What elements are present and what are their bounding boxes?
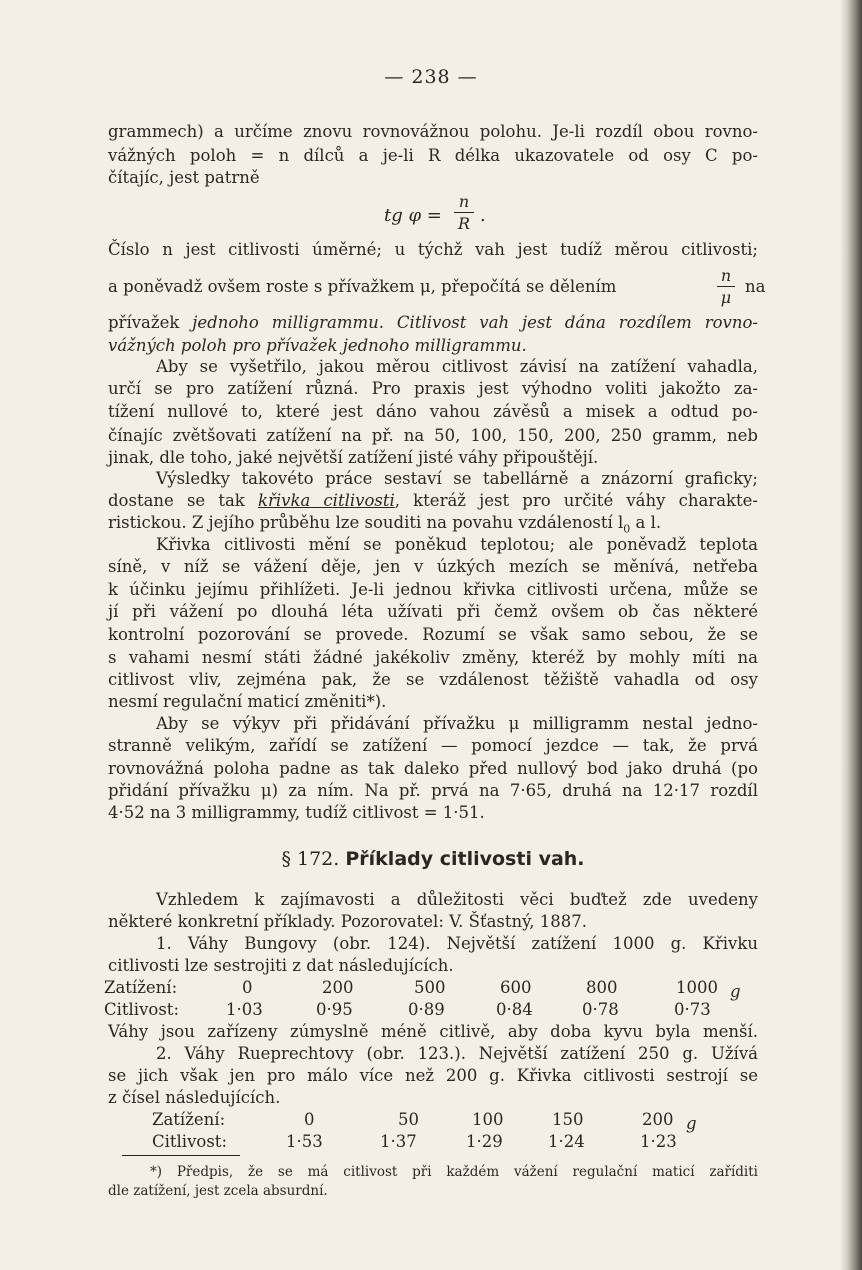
table-cell: 0·89 xyxy=(408,1000,445,1019)
table-cell: 1000 xyxy=(676,978,718,997)
row-label-load: Zatížení: xyxy=(104,978,178,997)
table-cell: 0·73 xyxy=(674,1000,711,1019)
table-cell: 0·95 xyxy=(316,1000,353,1019)
text-line xyxy=(108,491,758,511)
text-line: 2. Váhy Rueprechtovy (obr. 123.). Největší zatížení 250 g. Užívá xyxy=(156,1044,758,1063)
text-line: vážných poloh = n dílců a je-li R délka ukazovatele od osy C po- xyxy=(108,146,758,165)
text-plain: přívažek xyxy=(108,313,193,332)
text-line: jinak, dle toho, jaké největší zatížení jisté váhy připouštějí. xyxy=(108,448,599,467)
text-line: 4·52 na 3 milligrammy, tudíž citlivost = 1·51. xyxy=(108,803,485,822)
text-line: z čísel následujících. xyxy=(108,1088,281,1107)
table-cell: 1·53 xyxy=(286,1132,323,1151)
text-line: některé konkretní příklady. Pozorovatel: V. Šťastný, 1887. xyxy=(108,912,588,931)
table-cell: 200 xyxy=(642,1110,674,1129)
page-edge-shadow xyxy=(840,0,862,1270)
text-line: 1. Váhy Bungovy (obr. 124). Největší zatížení 1000 g. Křivku xyxy=(156,934,758,953)
table-cell: 1·03 xyxy=(226,1000,263,1019)
formula-denominator: R xyxy=(457,214,471,233)
text-line: jí při vážení po dlouhá léta užívati při čemž ovšem ob čas některé xyxy=(108,602,758,621)
table-cell: 0 xyxy=(304,1110,315,1129)
fraction-numerator: n xyxy=(720,266,732,285)
text-plain: , kteráž jest pro určité váhy charakte- xyxy=(394,491,759,510)
text-line: Vzhledem k zajímavosti a důležitosti věci buďtež zde uvedeny xyxy=(156,890,758,909)
subscript: 0 xyxy=(623,522,631,536)
text-line: Číslo n jest citlivosti úměrné; u týchž vah jest tudíž měrou citlivosti; xyxy=(108,240,758,259)
text-line: kontrolní pozorování se provede. Rozumí se však samo sebou, že se xyxy=(108,625,758,644)
table-cell: 0·84 xyxy=(496,1000,533,1019)
fraction-n-over-mu xyxy=(717,266,735,307)
text-line: na xyxy=(745,277,766,296)
text-line: Aby se výkyv při přidávání přívažku μ milligramm nestal jedno- xyxy=(156,714,758,733)
text-line: rovnovážná poloha padne as tak daleko před nullový bod jako druhá (po xyxy=(108,759,758,778)
table-cell: 50 xyxy=(398,1110,419,1129)
section-title: Příklady citlivosti vah. xyxy=(345,848,585,870)
text-line: stranně velikým, zařídí se zatížení — pomocí jezdce — tak, že prvá xyxy=(108,736,758,755)
text-line xyxy=(108,336,758,356)
text-line: se jich však jen pro málo více než 200 g. Křivka citlivosti sestrojí se xyxy=(108,1066,758,1085)
table-cell: 500 xyxy=(414,978,446,997)
text-line: přidání přívažku μ) za ním. Na př. prvá na 7·65, druhá na 12·17 rozdíl xyxy=(108,781,758,800)
text-line: s vahami nesmí státi žádné jakékoliv změny, kteréž by mohly míti na xyxy=(108,648,758,667)
section-heading xyxy=(108,848,758,870)
formula-lhs: tg φ = xyxy=(384,205,442,226)
text-line: tížení nullové to, které jest dáno vahou závěsů a misek a odtud po- xyxy=(108,402,758,421)
table-cell: 0·78 xyxy=(582,1000,619,1019)
text-line: Aby se vyšetřilo, jakou měrou citlivost závisí na zatížení vahadla, xyxy=(156,357,758,376)
fraction-denominator: μ xyxy=(720,288,732,307)
text-line: čínajíc zvětšovati zatížení na př. na 50, 100, 150, 200, 250 gramm, neb xyxy=(108,426,758,445)
text-emphasis: jednoho milligrammu. Citlivost vah jest dána rozdílem rovno- xyxy=(192,313,758,332)
row-label-load: Zatížení: xyxy=(152,1110,226,1129)
footnote-line: *) Předpis, že se má citlivost při každém vážení regulační maticí zaříditi xyxy=(150,1164,758,1180)
text-line: čítajíc, jest patrně xyxy=(108,168,260,187)
text-emphasis-underlined: křivka citlivosti xyxy=(257,491,395,510)
row-label-sensitivity: Citlivost: xyxy=(152,1132,227,1151)
text-line: určí se pro zatížení různá. Pro praxis jest výhodno voliti jakožto za- xyxy=(108,379,758,398)
text-plain: a l. xyxy=(630,513,662,532)
text-line: Výsledky takovéto práce sestaví se tabellárně a znázorní graficky; xyxy=(156,469,758,488)
table-cell: 200 xyxy=(322,978,354,997)
table-cell: 600 xyxy=(500,978,532,997)
unit-label: g xyxy=(730,982,741,1001)
text-plain: dostane se tak xyxy=(108,491,258,510)
text-line: k účinku jejímu přihlížeti. Je-li jednou křivka citlivosti určena, může se xyxy=(108,580,758,599)
text-line: grammech) a určíme znovu rovnovážnou polohu. Je-li rozdíl obou rovno- xyxy=(108,122,758,141)
formula-fraction xyxy=(454,192,474,233)
table-cell: 100 xyxy=(472,1110,504,1129)
footnote-line: dle zatížení, jest zcela absurdní. xyxy=(108,1183,328,1199)
table-cell: 1·23 xyxy=(640,1132,677,1151)
formula-numerator: n xyxy=(458,192,470,211)
text-line: a poněvadž ovšem roste s přívažkem μ, přepočítá se dělením xyxy=(108,277,617,296)
table-cell: 150 xyxy=(552,1110,584,1129)
text-plain: ristickou. Z jejího průběhu lze souditi na povahu vzdáleností l xyxy=(108,513,624,532)
text-line xyxy=(108,313,758,333)
text-line: Váhy jsou zařízeny zúmyslně méně citlivě, aby doba kyvu byla menší. xyxy=(108,1022,758,1041)
unit-label: g xyxy=(686,1114,697,1133)
page-number: — 238 — xyxy=(384,66,478,88)
section-number: § 172. xyxy=(281,848,340,870)
text-line: citlivosti lze sestrojiti z dat následujících. xyxy=(108,956,454,975)
table-cell: 1·37 xyxy=(380,1132,417,1151)
text-emphasis: vážných poloh pro přívažek jednoho milligrammu. xyxy=(108,336,527,355)
text-line: Křivka citlivosti mění se poněkud teplotou; ale poněvadž teplota xyxy=(156,535,758,554)
table-cell: 800 xyxy=(586,978,618,997)
text-line: nesmí regulační maticí změniti*). xyxy=(108,692,387,711)
row-label-sensitivity: Citlivost: xyxy=(104,1000,179,1019)
table-cell: 1·24 xyxy=(548,1132,585,1151)
formula-period: . xyxy=(480,205,486,226)
text-line: citlivost vliv, zejména pak, že se vzdálenost těžiště vahadla od osy xyxy=(108,670,758,689)
table-cell: 0 xyxy=(242,978,253,997)
table-cell: 1·29 xyxy=(466,1132,503,1151)
text-line: síně, v níž se vážení děje, jen v úzkých mezích se měnívá, netřeba xyxy=(108,557,758,576)
footnote-divider xyxy=(122,1155,240,1156)
